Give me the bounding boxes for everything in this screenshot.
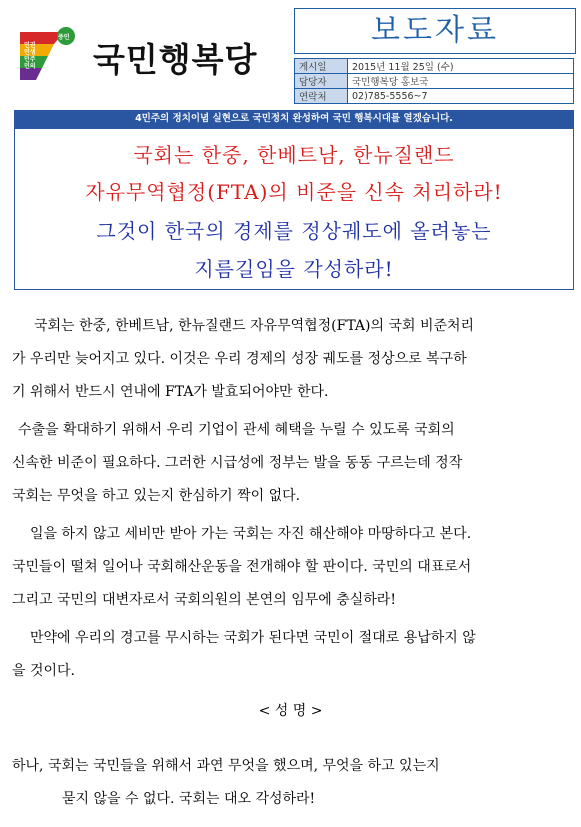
meta-value: 2015년 11월 25일 (수) xyxy=(348,59,574,74)
headline-line: 국회는 한중, 한베트남, 한뉴질랜드 xyxy=(133,143,455,167)
emblem-words xyxy=(24,42,36,70)
press-meta-table xyxy=(294,58,574,104)
meta-value: 국민행복당 홍보국 xyxy=(348,74,574,89)
meta-row xyxy=(295,89,574,104)
body-line: 수출을 확대하기 위해서 우리 기업이 관세 혜택을 누릴 수 있도록 국회의 xyxy=(18,422,455,438)
body-line: 국회는 무엇을 하고 있는지 한심하기 짝이 없다. xyxy=(12,488,301,504)
emblem-word: 민의 xyxy=(24,63,36,70)
headline-line: 자유무역협정(FTA)의 비준을 신속 처리하라! xyxy=(85,180,503,204)
statement-heading: < 성 명 > xyxy=(258,703,323,719)
emblem-badge: 중민 xyxy=(58,34,70,41)
meta-value: 02)785-5556~7 xyxy=(348,89,574,104)
meta-key: 연락처 xyxy=(295,89,348,104)
headline-box xyxy=(14,128,574,290)
statement-line: 하나, 국회는 국민들을 위해서 과연 무엇을 했으며, 무엇을 하고 있는지 xyxy=(12,758,440,774)
headline-line: 그것이 한국의 경제를 정상궤도에 올려놓는 xyxy=(96,219,492,243)
body-line: 가 우리만 늦어지고 있다. 이것은 우리 경제의 성장 궤도를 정상으로 복구하 xyxy=(12,351,467,367)
body-line: 기 위해서 반드시 연내에 FTA가 발효되어야만 한다. xyxy=(12,384,329,400)
body-line: 그리고 국민의 대변자로서 국회의원의 본연의 임무에 충실하라! xyxy=(12,592,396,608)
body-line: 국회는 한중, 한베트남, 한뉴질랜드 자유무역협정(FTA)의 국회 비준처리 xyxy=(34,318,475,334)
slogan-bar: 4민주의 정치이념 실현으로 국민정치 완성하여 국민 행복시대를 열겠습니다. xyxy=(14,110,574,128)
emblem-word: 민권 xyxy=(24,42,36,49)
meta-row xyxy=(295,59,574,74)
party-logo xyxy=(14,24,274,84)
meta-key: 담당자 xyxy=(295,74,348,89)
press-release-title: 보도자료 xyxy=(294,8,576,54)
body-line: 신속한 비준이 필요하다. 그러한 시급성에 정부는 발을 동동 구르는데 정작 xyxy=(12,455,463,471)
meta-row xyxy=(295,74,574,89)
headline-line: 지름길임을 각성하라! xyxy=(194,257,394,281)
body-line: 을 것이다. xyxy=(12,663,75,679)
meta-key: 게시일 xyxy=(295,59,348,74)
emblem-word: 민주 xyxy=(24,56,36,63)
party-name: 국민행복당 xyxy=(93,40,258,79)
emblem-word: 민생 xyxy=(24,49,36,56)
body-line: 일을 하지 않고 세비만 받아 가는 국회는 자진 해산해야 마땅하다고 본다. xyxy=(30,526,472,542)
body-line: 만약에 우리의 경고를 무시하는 국회가 된다면 국민이 절대로 용납하지 않 xyxy=(30,630,476,646)
body-line: 국민들이 떨쳐 일어나 국회해산운동을 전개해야 할 판이다. 국민의 대표로서 xyxy=(12,559,472,575)
statement-line: 묻지 않을 수 없다. 국회는 대오 각성하라! xyxy=(62,791,316,807)
